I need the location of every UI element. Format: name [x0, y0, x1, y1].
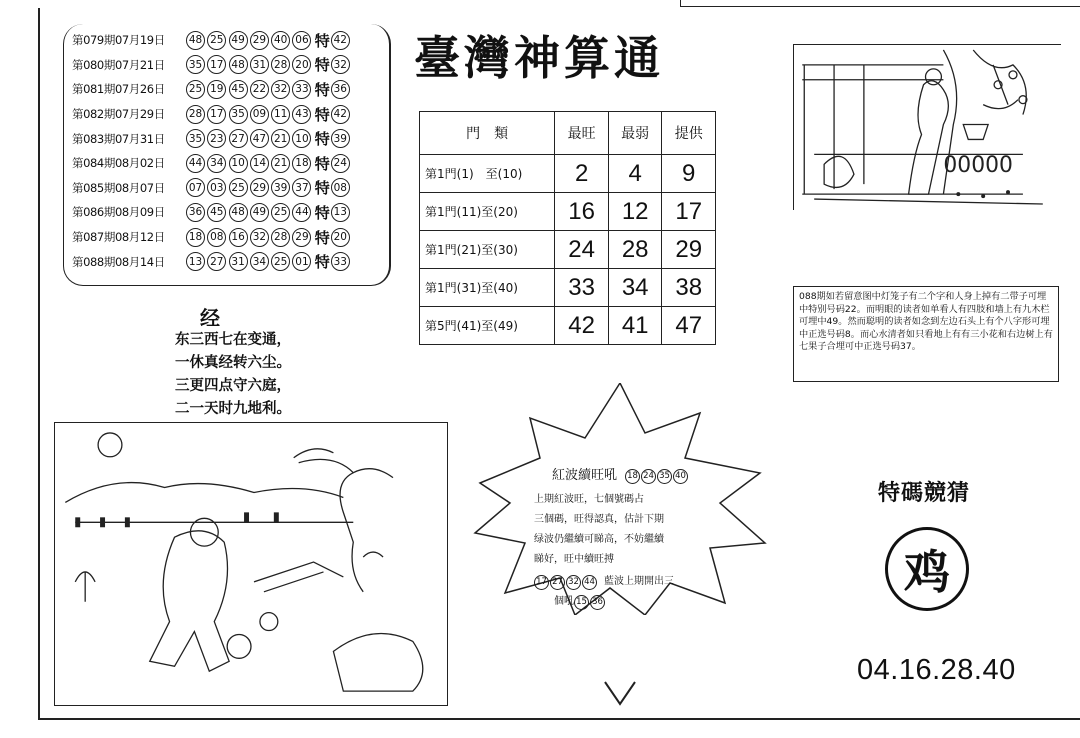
- ball: 29: [250, 178, 269, 197]
- history-row: [64, 77, 389, 102]
- red-wave-title: 紅波續旺吼: [552, 468, 618, 483]
- red-wave-heading: [552, 466, 726, 486]
- special-label: 特: [314, 179, 330, 198]
- table-header-cell: 提供: [662, 112, 716, 155]
- table-cell-label: 第1門(1) 至(10): [420, 155, 555, 193]
- special-label: 特: [314, 80, 330, 99]
- ball: 35: [186, 55, 205, 74]
- ball: 18: [625, 469, 640, 484]
- table-header-row: [420, 112, 716, 155]
- special-ball: 24: [331, 154, 350, 173]
- table-cell-min: 4: [608, 155, 662, 193]
- ball: 08: [207, 228, 226, 247]
- ball: 25: [271, 203, 290, 222]
- top-border-line: [680, 0, 1080, 7]
- bottom-numbers: 04.16.28.40: [857, 654, 1016, 686]
- warrior-illustration: [54, 422, 448, 706]
- table-cell-min: 28: [608, 231, 662, 269]
- red-wave-line: 上期紅波旺，七個號碼占: [534, 494, 644, 505]
- ball: 47: [250, 129, 269, 148]
- history-row: [64, 126, 389, 151]
- table-row: [420, 307, 716, 345]
- ball: 18: [292, 154, 311, 173]
- draw-date: 第079期07月19日: [72, 33, 165, 48]
- history-row: [64, 151, 389, 176]
- lady-illustration: [793, 44, 1061, 210]
- blue-wave-text-2: 個吼: [554, 596, 574, 607]
- special-label: 特: [314, 228, 330, 247]
- ball: 18: [186, 228, 205, 247]
- ball: 10: [229, 154, 248, 173]
- ball: 11: [271, 105, 290, 124]
- ball: 20: [292, 55, 311, 74]
- draw-date: 第084期08月02日: [72, 156, 165, 171]
- draw-history-panel: [63, 24, 391, 286]
- ball: 25: [229, 178, 248, 197]
- ball: 44: [186, 154, 205, 173]
- poem-line: 二一天时九地利。: [175, 400, 291, 417]
- history-row: [64, 225, 389, 250]
- table-cell-max: 33: [555, 269, 609, 307]
- special-label: 特: [314, 154, 330, 173]
- warrior-drawing: [55, 423, 447, 705]
- draw-date: 第087期08月12日: [72, 230, 165, 245]
- table-cell-max: 24: [555, 231, 609, 269]
- red-wave-panel: [526, 466, 726, 612]
- ball: 16: [229, 228, 248, 247]
- table-cell-max: 42: [555, 307, 609, 345]
- table-cell-label: 第1門(11)至(20): [420, 193, 555, 231]
- table-cell-provide: 17: [662, 193, 716, 231]
- draw-date: 第086期08月09日: [72, 205, 165, 220]
- table-row: [420, 155, 716, 193]
- ball: 23: [207, 129, 226, 148]
- table-row: [420, 269, 716, 307]
- ball: 35: [657, 469, 672, 484]
- table-row: [420, 231, 716, 269]
- ball: 49: [229, 31, 248, 50]
- table-header-cell: 最弱: [608, 112, 662, 155]
- special-ball: 33: [331, 252, 350, 271]
- table-cell-min: 34: [608, 269, 662, 307]
- history-row: [64, 28, 389, 53]
- special-label: 特: [314, 253, 330, 272]
- red-wave-line: 绿波仍繼續可睇高，不妨繼續: [534, 534, 664, 545]
- ball: 27: [229, 129, 248, 148]
- ball: 03: [207, 178, 226, 197]
- ball: 21: [271, 129, 290, 148]
- ball: 07: [186, 178, 205, 197]
- poem-line: 一休真经转六尘。: [175, 354, 291, 371]
- special-ball: 36: [331, 80, 350, 99]
- ball: 01: [292, 252, 311, 271]
- poem-line: 东三西七在变通，: [175, 331, 291, 348]
- ball: 48: [229, 55, 248, 74]
- history-row: [64, 102, 389, 127]
- number-category-table: [419, 111, 716, 345]
- ball: 17: [207, 55, 226, 74]
- ball: 28: [271, 55, 290, 74]
- table-cell-max: 2: [555, 155, 609, 193]
- ball: 40: [271, 31, 290, 50]
- table-cell-label: 第1門(21)至(30): [420, 231, 555, 269]
- chevron-down-icon: [603, 680, 637, 706]
- special-label: 特: [314, 130, 330, 149]
- ball: 32: [271, 80, 290, 99]
- red-wave-line: 三個碼，旺得認真，估計下期: [534, 514, 664, 525]
- image-digits: 00000: [943, 153, 1013, 179]
- ball: 17: [207, 105, 226, 124]
- table-cell-label: 第1門(31)至(40): [420, 269, 555, 307]
- poem-verse: [175, 328, 291, 420]
- page-title: 臺灣神算通: [414, 31, 664, 85]
- ball: 28: [186, 105, 205, 124]
- special-label: 特: [314, 31, 330, 50]
- ball: 34: [250, 252, 269, 271]
- ball: 15: [574, 595, 589, 610]
- ball: 40: [673, 469, 688, 484]
- ball: 25: [186, 80, 205, 99]
- ball: 29: [250, 31, 269, 50]
- draw-date: 第080期07月21日: [72, 57, 165, 72]
- table-cell-provide: 9: [662, 155, 716, 193]
- ball: 48: [186, 31, 205, 50]
- ball: 35: [186, 129, 205, 148]
- table-cell-provide: 29: [662, 231, 716, 269]
- history-row: [64, 176, 389, 201]
- ball: 49: [250, 203, 269, 222]
- special-ball: 20: [331, 228, 350, 247]
- ball: 22: [250, 80, 269, 99]
- ball: 27: [207, 252, 226, 271]
- table-cell-min: 41: [608, 307, 662, 345]
- ball: 34: [207, 154, 226, 173]
- ball: 09: [250, 105, 269, 124]
- draw-date: 第088期08月14日: [72, 254, 165, 269]
- clue-paragraph: 088期如若留意图中灯笼子有二个字和人身上掉有二带子可埋中特别号码22。而明眼的读者如单看人有四肢和墙上有九木栏可埋中49。然而聪明的读者如念到左边石头上有个八字形可埋中正选号码8。而心水清者如只看地上有有三小花和右边树上有七果子合埋可中正选号码37。: [793, 286, 1059, 382]
- ball: 17: [534, 575, 549, 590]
- ball: 21: [271, 154, 290, 173]
- special-ball: 42: [331, 31, 350, 50]
- ball: 32: [250, 228, 269, 247]
- ball: 31: [250, 55, 269, 74]
- poem-title: 经: [200, 306, 220, 330]
- lady-drawing: [794, 45, 1061, 210]
- draw-date: 第081期07月26日: [72, 82, 165, 97]
- guess-answer-circle: 鸡: [885, 527, 969, 611]
- table-cell-provide: 38: [662, 269, 716, 307]
- special-ball: 13: [331, 203, 350, 222]
- blue-wave-text: 藍波上期開出三: [604, 576, 674, 587]
- ball: 43: [292, 105, 311, 124]
- table-cell-min: 12: [608, 193, 662, 231]
- special-ball: 08: [331, 178, 350, 197]
- history-row: [64, 53, 389, 78]
- draw-date: 第083期07月31日: [72, 131, 165, 146]
- ball: 48: [229, 203, 248, 222]
- special-code-guess-title: 特碼競猜: [878, 480, 971, 506]
- ball: 28: [271, 228, 290, 247]
- ball: 27: [550, 575, 565, 590]
- ball: 45: [207, 203, 226, 222]
- ball: 45: [229, 80, 248, 99]
- ball: 31: [229, 252, 248, 271]
- ball: 33: [292, 80, 311, 99]
- draw-date: 第085期08月07日: [72, 180, 165, 195]
- poem-line: 三更四点守六庭，: [175, 377, 291, 394]
- ball: 24: [641, 469, 656, 484]
- ball: 25: [207, 31, 226, 50]
- table-header-cell: 最旺: [555, 112, 609, 155]
- ball: 39: [271, 178, 290, 197]
- special-label: 特: [314, 203, 330, 222]
- ball: 44: [582, 575, 597, 590]
- ball: 06: [292, 31, 311, 50]
- history-row: [64, 249, 389, 274]
- ball: 36: [590, 595, 605, 610]
- table-cell-provide: 47: [662, 307, 716, 345]
- table-cell-max: 16: [555, 193, 609, 231]
- ball: 10: [292, 129, 311, 148]
- ball: 13: [186, 252, 205, 271]
- ball: 37: [292, 178, 311, 197]
- draw-date: 第082期07月29日: [72, 107, 165, 122]
- red-wave-balls-row: [534, 572, 726, 592]
- ball: 19: [207, 80, 226, 99]
- ball: 35: [229, 105, 248, 124]
- ball: 14: [250, 154, 269, 173]
- ball: 36: [186, 203, 205, 222]
- red-wave-line: 睇好，旺中續旺搏: [534, 554, 614, 565]
- table-row: [420, 193, 716, 231]
- ball: 29: [292, 228, 311, 247]
- special-ball: 42: [331, 105, 350, 124]
- ball: 44: [292, 203, 311, 222]
- blue-wave-row: [554, 592, 726, 612]
- ball: 32: [566, 575, 581, 590]
- ball: 25: [271, 252, 290, 271]
- table-header-cell: 門 類: [420, 112, 555, 155]
- special-label: 特: [314, 105, 330, 124]
- special-ball: 32: [331, 55, 350, 74]
- special-ball: 39: [331, 129, 350, 148]
- history-row: [64, 200, 389, 225]
- special-label: 特: [314, 56, 330, 75]
- table-cell-label: 第5門(41)至(49): [420, 307, 555, 345]
